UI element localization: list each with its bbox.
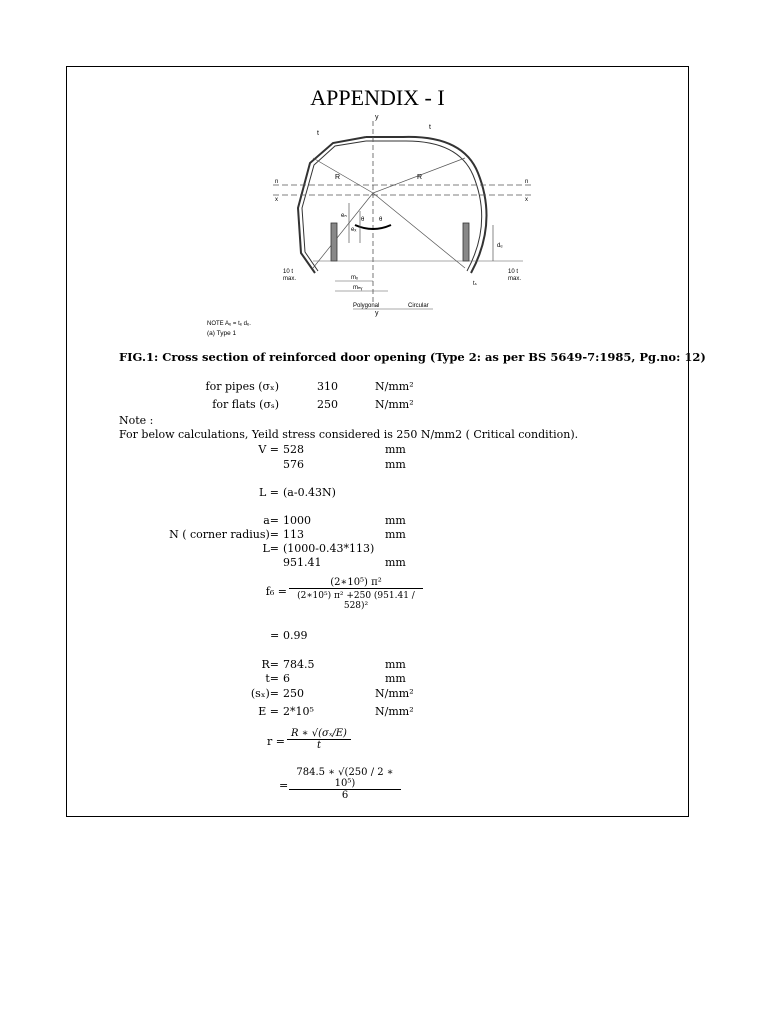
r-value: 784.5 bbox=[283, 658, 315, 671]
label-y-bottom: y bbox=[375, 310, 379, 317]
yield-pipes-unit: N/mm² bbox=[375, 380, 414, 393]
s-label: (sₓ)= bbox=[250, 687, 279, 700]
n-unit: mm bbox=[385, 528, 406, 541]
rr-label: r = bbox=[267, 735, 285, 748]
e-unit: N/mm² bbox=[375, 705, 414, 718]
label-m-ny: mₙᵧ bbox=[353, 285, 363, 291]
t-unit: mm bbox=[385, 672, 406, 685]
v-value-2: 576 bbox=[283, 458, 304, 471]
yield-flats-unit: N/mm² bbox=[375, 398, 414, 411]
a-value: 1000 bbox=[283, 514, 311, 527]
label-x-left: x bbox=[275, 197, 278, 203]
page-frame bbox=[66, 66, 706, 817]
label-t-left: t bbox=[317, 130, 319, 137]
r-label: R= bbox=[261, 658, 279, 671]
label-max-right: 10 t max. bbox=[508, 269, 522, 282]
v-unit-2: mm bbox=[385, 458, 406, 471]
note-text: For below calculations, Yeild stress considered is 250 N/mm2 ( Critical condition). bbox=[119, 428, 579, 441]
label-t-right: t bbox=[429, 124, 431, 131]
yield-pipes-value: 310 bbox=[317, 380, 338, 393]
label-theta-right: θ bbox=[379, 217, 383, 223]
yield-flats-value: 250 bbox=[317, 398, 338, 411]
label-n-left: n bbox=[275, 179, 279, 185]
label-r-right: R bbox=[417, 174, 423, 181]
rr2-equals: = bbox=[279, 779, 289, 792]
f6-fraction bbox=[289, 577, 423, 611]
t-label: t= bbox=[265, 672, 279, 685]
label-r-left: R bbox=[335, 174, 341, 181]
label-theta-left: θ bbox=[361, 217, 365, 223]
rr2-numerator: 784.5 ∗ √(250 / 2 ∗ 10⁵) bbox=[296, 767, 394, 789]
right-flat bbox=[463, 223, 469, 261]
l-expression: (a-0.43N) bbox=[283, 486, 336, 499]
rr2-denominator: 6 bbox=[289, 789, 401, 801]
n-label: N ( corner radius)= bbox=[169, 528, 279, 541]
figure-type: (a) Type 1 bbox=[207, 330, 237, 337]
l-unit: mm bbox=[385, 556, 406, 569]
f6-numerator: (2∗10⁵) π² bbox=[330, 577, 382, 588]
label-e-n: eₙ bbox=[341, 213, 347, 219]
r-unit: mm bbox=[385, 658, 406, 671]
yield-flats-label: for flats (σₛ) bbox=[212, 398, 279, 411]
rr-denominator: t bbox=[287, 739, 351, 751]
s-value: 250 bbox=[283, 687, 304, 700]
label-max-left: 10 t max. bbox=[283, 269, 297, 282]
note-label: Note : bbox=[119, 414, 154, 427]
f6-equals: = bbox=[270, 629, 280, 642]
rr-fraction bbox=[287, 728, 351, 751]
figure-note: NOTE Aₑ = tₑ dₑ. bbox=[207, 321, 251, 327]
v-label: V = bbox=[258, 443, 279, 456]
s-unit: N/mm² bbox=[375, 687, 414, 700]
label-m-x: mₓ bbox=[351, 275, 358, 281]
a-unit: mm bbox=[385, 514, 406, 527]
label-d-e: dₑ bbox=[497, 243, 503, 249]
n-value: 113 bbox=[283, 528, 304, 541]
label-y-top: y bbox=[375, 114, 379, 121]
l2-label: L= bbox=[262, 542, 279, 555]
v-unit-1: mm bbox=[385, 443, 406, 456]
a-label: a= bbox=[263, 514, 279, 527]
l2-expression: (1000-0.43*113) bbox=[283, 542, 375, 555]
page-title: APPENDIX - I bbox=[310, 85, 445, 110]
label-circular: Circular bbox=[408, 303, 429, 309]
cross-section-figure bbox=[203, 113, 569, 341]
label-t-s: tₛ bbox=[473, 281, 477, 287]
label-n-right: n bbox=[525, 179, 529, 185]
figure-caption: FIG.1: Cross section of reinforced door opening (Type 2: as per BS 5649-7:1985, Pg.no: 12) bbox=[119, 350, 706, 364]
e-label: E = bbox=[258, 705, 279, 718]
yield-pipes-label: for pipes (σₓ) bbox=[205, 380, 279, 393]
f6-value: 0.99 bbox=[283, 629, 308, 642]
rr-numerator: R ∗ √(σₓ/E) bbox=[291, 728, 347, 739]
l-label: L = bbox=[258, 486, 279, 499]
rr2-fraction bbox=[289, 767, 401, 801]
label-polygonal: Polygonal bbox=[353, 303, 380, 309]
label-x-right: x bbox=[525, 197, 528, 203]
l-value: 951.41 bbox=[283, 556, 322, 569]
f6-label: f₆ = bbox=[265, 585, 287, 598]
left-flat bbox=[331, 223, 337, 261]
label-e-x: eₓ bbox=[351, 227, 357, 233]
e-value: 2*10⁵ bbox=[283, 705, 314, 718]
f6-denominator: (2∗10⁵) π² +250 (951.41 / 528)² bbox=[289, 588, 423, 611]
t-value: 6 bbox=[283, 672, 290, 685]
v-value-1: 528 bbox=[283, 443, 304, 456]
